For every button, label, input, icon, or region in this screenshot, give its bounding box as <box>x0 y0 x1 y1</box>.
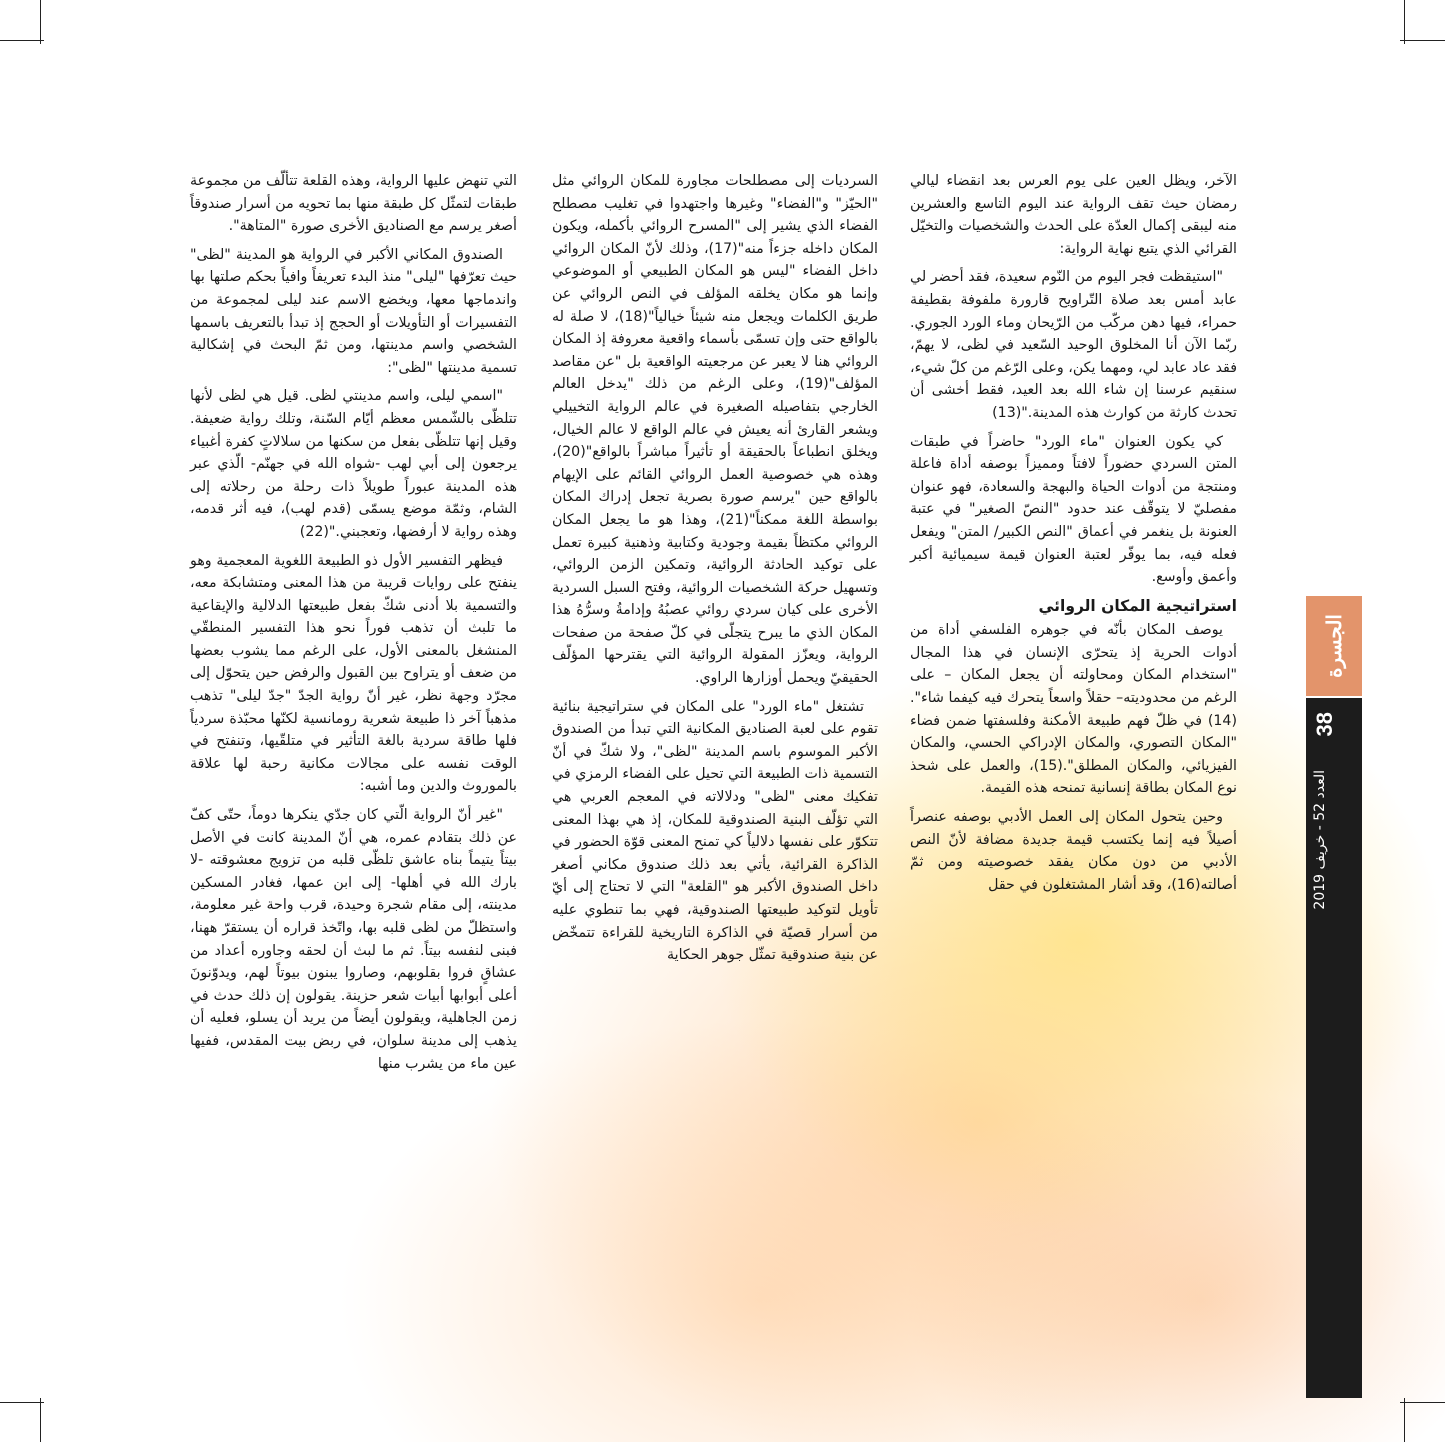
paragraph: تشتغل "ماء الورد" على المكان في ستراتيجية بنائية تقوم على لعبة الصناديق المكانية التي تبدأ من الصندوق الأكبر الموسوم باسم المدينة "لظى"، ولا شكّ في أنّ التسمية ذات الطبيعة التي تحيل على الفضاء الرمزي في تفكيك معنى "لظى" ودلالاته في المعجم العربي هي التي تؤلّف البنية الصندوقية للمكان، إذ هي بهذا المعنى تتكوّر على نفسها دلالياً كي تمنح المعنى قوّة الحضور في الذاكرة القرائية، يأتي بعد ذلك صندوق مكاني أصغر داخل الصندوق الأكبر هو "القلعة" التي لا تحتاج إلى أيّ تأويل لتوكيد طبيعتها الصندوقية، فهي بما تنطوي عليه من أسرار قصيّة في الذاكرة التاريخية للقراءة تتمخّض عن بنية صندوقية تمثّل جوهر الحكاية <box>552 698 878 964</box>
crop-mark <box>1400 40 1445 41</box>
text-column-middle <box>552 170 878 973</box>
paragraph: فيظهر التفسير الأول ذو الطبيعة اللغوية المعجمية وهو ينفتح على روايات قريبة من هذا المعنى ومتشابكة معه، والتسمية بلا أدنى شكّ بفعل طبيعتها الدلالية والإيقاعية ما تلبث أن تذهب فوراً نحو هذا التفسير المنطقّي المنشغل بالمعنى الأول، على الرغم مما يشوب بعضها من ضعف أو يتراوح بين القبول والرفض حين يتحوّل إلى مجرّد وجهة نظر، غير أنّ رواية الجدّ "جدّ ليلى" تذهب مذهباً آخر ذا طبيعة شعرية رومانسية لكنّها محبّذة سردياً فلها طاقة سردية بالغة التأثير في متلقّيها، وتنفتح في الوقت نفسه على مجالات مكانية رحبة لها علاقة بالموروث والدين وما أشبه: <box>190 552 517 795</box>
magazine-logo-tab <box>1306 596 1362 696</box>
quote-paragraph: "استيقظت فجر اليوم من النّوم سعيدة، فقد أحضر لي عابد أمس بعد صلاة التّراويح قارورة ملفوفة بقطيفة حمراء، فيها دهن مركّب من الرّيحان وماء الورد الجوري. ربّما الآن أنا المخلوق الوحيد السّعيد في لظى، لا يهمّ، فقد عاد عابد لي، ومهما يكن، وعلى الرّغم من كلّ شيء، سنقيم عرسنا إن شاء الله بعد العيد، فقط أخشى أن تحدث كارثة من كوارث هذه المدينة."(13) <box>910 269 1237 421</box>
paragraph: وحين يتحول المكان إلى العمل الأدبي بوصفه عنصراً أصيلاً فيه إنما يكتسب قيمة جديدة مضافة لأنّ النص الأدبي من دون مكان يفقد خصوصيته ومن ثمّ أصالته(16)، وقد أشار المشتغلون في حقل <box>910 809 1237 893</box>
paragraph: التي تنهض عليها الرواية، وهذه القلعة تتألّف من مجموعة طبقات لتمثّل كل طبقة منها بما تحويه من أسرار صندوقاً أصغر يرسم مع الصناديق الأخرى صورة "المتاهة". <box>190 173 517 235</box>
paragraph: الصندوق المكاني الأكبر في الرواية هو المدينة "لظى" حيث تعرّفها "ليلى" منذ البدء تعريفاً وافياً بحكم صلتها بها واندماجها معها، ويخضع الاسم عند ليلى لمجموعة من التفسيرات أو التأويلات أو الحجج إذ تبدأ بالتعريف باسمها الشخصي واسم مدينتها، ومن ثمّ البحث في إشكالية تسمية مدينتها "لظى": <box>190 246 517 376</box>
quote-paragraph: "اسمي ليلى، واسم مدينتي لظى. قيل هي لظى لأنها تتلظّى بالشّمس معظم أيّام السّنة، وتلك رواية ضعيفة. وقيل إنها تتلظّى بفعل من سكنها من سلالاتٍ كفرة أغبياء يرجعون إلى أبي لهب -شواه الله في جهنّم- الّذي عبر هذه المدينة عبوراً طويلاً ذات رحلة من رحلاته إلى الشام، وثمّة موضع يسمّى (قدم لهب)، فيه أثر قدمه، وهذه رواية لا أرفضها، وتعجبني."(22) <box>190 388 517 540</box>
crop-mark <box>0 40 44 41</box>
section-heading: استراتيجية المكان الروائي <box>1038 596 1237 615</box>
issue-line: العدد 52 - خريف 2019 <box>1312 770 1328 910</box>
text-column-right <box>910 170 1237 902</box>
text-column-left <box>190 170 517 1081</box>
crop-mark <box>1400 1402 1445 1403</box>
page-number: 38 <box>1312 712 1337 737</box>
paragraph: كي يكون العنوان "ماء الورد" حاضراً في طبقات المتن السردي حضوراً لافتاً ومميزاً بوصفه أداة فاعلة ومنتجة من أدوات الحياة والبهجة والسعادة، فهو عنوان مفصليّ لا يتوقّف عند حدود "النصّ الصغير" في عتبة العنونة بل ينغمر في أعماق "النص الكبير/ المتن" ويفعل فعله فيه، بما يوفّر لعتبة العنوان قيمة سيميائية أكبر وأعمق وأوسع. <box>910 433 1237 586</box>
crop-mark <box>40 1398 41 1442</box>
crop-mark <box>1404 0 1405 44</box>
magazine-logo: الجسرة <box>1322 614 1346 678</box>
crop-mark <box>40 0 41 44</box>
paragraph: السرديات إلى مصطلحات مجاورة للمكان الروائي مثل "الحيّز" و"الفضاء" وغيرها واجتهدوا في تغليب مصطلح الفضاء الذي يشير إلى "المسرح الروائي بأكمله، ويكون المكان داخله جزءاً منه"(17)، وذلك لأنّ المكان الروائي داخل الفضاء "ليس هو المكان الطبيعي أو الموضوعي وإنما هو مكان يخلقه المؤلف في النص الروائي عن طريق الكلمات ويجعل منه شيئاً خيالياً"(18)، لا صلة له بالواقع حتى وإن تسمّى بأسماء واقعية معروفة إذ المكان الروائي هنا لا يعبر عن مرجعيته الواقعية بل "عن مقاصد المؤلف"(19)، وعلى الرغم من ذلك "يدخل العالم الخارجي بتفاصيله الصغيرة في عالم الرواية التخييلي ويشعر القارئ أنه يعيش في عالم الواقع لا عالم الخيال، ويخلق انطباعاً بالحقيقة أو تأثيراً مباشراً بالواقع"(20)، وهذه هي خصوصية العمل الروائي القائم على الإيهام بالواقع حين "يرسم صورة بصرية تجعل إدراك المكان بواسطة اللغة ممكناً"(21)، وهذا هو ما يجعل المكان الروائي مكتظاً بقيمة وجودية وكتابية وذهنية كبيرة تعمل على توكيد الحادثة الروائية، وتمكين الزمن الروائي، وتسهيل حركة الشخصيات الروائية، وفتح السبل السردية الأخرى على كيان سردي روائي عصبُهُ وإدامةُ وسرُّهُ هذا المكان الذي ما يبرح يتجلّى في كلّ صفحة من صفحات الرواية، ويعزّز المقولة الروائية التي يقترحها المؤلّف الحقيقيّ ويحمل أوزارها الراوي. <box>552 173 878 687</box>
crop-mark <box>0 1402 44 1403</box>
paragraph: يوصف المكان بأنّه في جوهره الفلسفي أداة من أدوات الحرية إذ يتحرّى الإنسان في هذا المجال "استخدام المكان ومحاولته أن يجعل المكان – على الرغم من محدوديته– حقلاً واسعاً يتحرك فيه كيفما شاء".(14) في ظلّ فهم طبيعة الأمكنة وفلسفتها ضمن فضاء "المكان التصوري، والمكان الإدراكي الحسي، والمكان الفيزيائي، والمكان المطلق".(15)، والعمل على شحذ نوع المكان بطاقة إنسانية تمنحه هذه القيمة. <box>910 622 1238 797</box>
crop-mark <box>1404 1398 1405 1442</box>
quote-paragraph: "غير أنّ الرواية الّتي كان جدّي ينكرها دوماً، حتّى كفّ عن ذلك بتقادم عمره، هي أنّ المدينة كانت في الأصل بيتاً يتيماً بناه عاشق تلظّى قلبه من تزويج معشوقته -لا بارك الله في أهلها- إلى ابن عمها، فغادر المسكين مدينته، إلى مقام شجرة وحيدة، قرب واحة غير معلومة، واستظلّ من لظى قلبه بها، واتّخذ قراره أن يستقرّ ههنا، فبنى لنفسه بيتاً. ثم ما لبث أن لحقه وجاوره أعداد من عشاقٍ فروا بقلوبهم، وصاروا يبنون بيوتاً لهم، ويدوّنونَ أعلى أبوابها أبيات شعر حزينة. يقولون إن ذلك حدث في زمن الجاهلية، ويقولون أيضاً من يريد أن يسلو، فعليه أن يذهب إلى مدينة سلوان، في ربض بيت المقدس، ففيها عين ماء من يشرب منها <box>190 807 517 1072</box>
paragraph: الآخر، ويظل العين على يوم العرس بعد انقضاء ليالي رمضان حيث تقف الرواية عند اليوم التاسع والعشرين منه ليبقى إكمال العدّة على الحدث والشخصيات والتخيّل القرائي الذي يتبع نهاية الرواية: <box>910 173 1237 257</box>
